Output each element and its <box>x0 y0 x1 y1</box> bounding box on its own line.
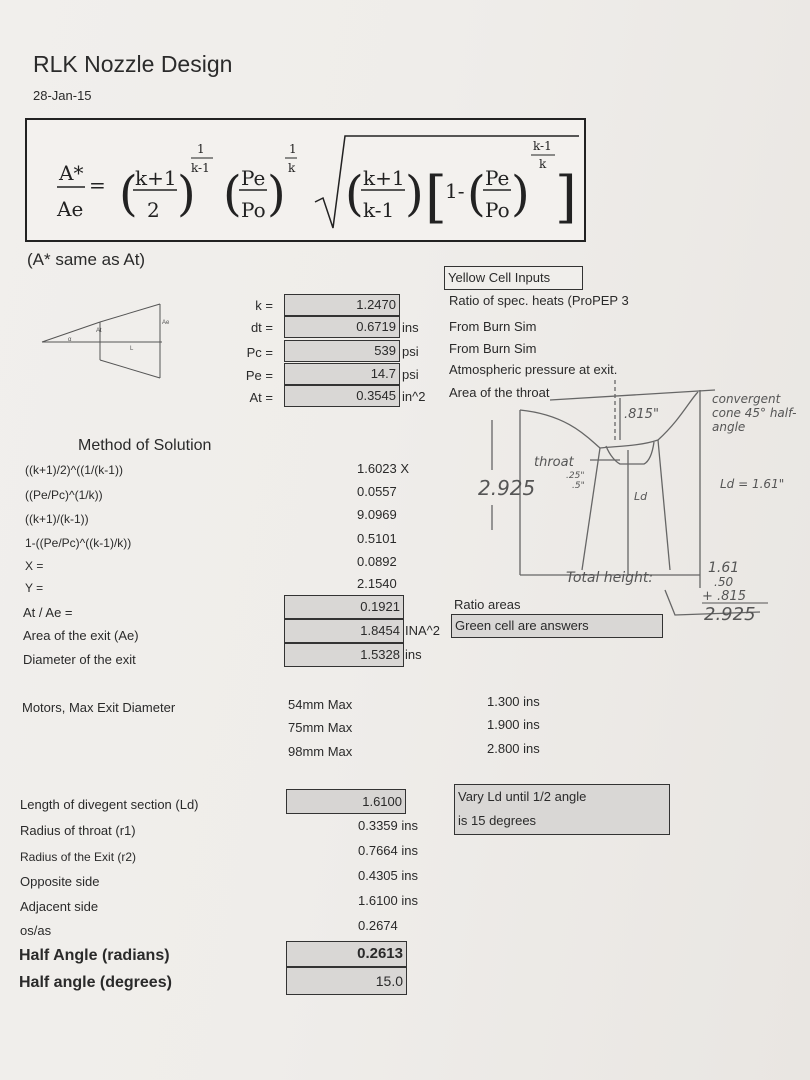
hw-sum-b: .50 <box>714 575 734 589</box>
answer-ratio-desc: Ratio areas <box>454 597 521 612</box>
diagram-at-label: At <box>96 328 102 334</box>
svg-text:): ) <box>511 166 530 222</box>
ld-label: Length of divegent section (Ld) <box>20 797 199 812</box>
method-row-label: ((Pe/Pc)^(1/k)) <box>25 488 103 502</box>
input-pc-desc: From Burn Sim <box>449 341 537 356</box>
yellow-cell-inputs-label <box>444 266 583 290</box>
input-pe-label: Pe = <box>245 368 273 383</box>
eq-one-minus: 1- <box>445 179 465 203</box>
svg-text:]: ] <box>555 165 577 230</box>
method-row-label: ((k+1)/2)^((1/(k-1)) <box>25 463 123 477</box>
div-row-label: Radius of throat (r1) <box>20 823 136 838</box>
motor-size: 75mm Max <box>288 720 353 735</box>
eq-exp1-den: k-1 <box>191 161 210 175</box>
answer-ratio-label: At / Ae = <box>23 605 73 620</box>
eq-term4-den: Po <box>485 198 510 222</box>
div-row-label: Opposite side <box>20 874 100 889</box>
method-row-value: 2.1540 <box>357 576 397 591</box>
answer-exit-area-cell: 1.8454 <box>284 619 404 643</box>
hw-throat: throat <box>534 455 574 470</box>
area-ratio-equation <box>27 120 584 240</box>
motor-max: 2.800 ins <box>487 741 540 756</box>
answer-diameter-label: Diameter of the exit <box>23 652 136 667</box>
answer-diameter-cell: 1.5328 <box>284 643 404 667</box>
input-dt-unit: ins <box>402 320 419 335</box>
eq-exp4-num: k-1 <box>533 139 552 153</box>
page-date: 28-Jan-15 <box>33 88 92 103</box>
svg-text:): ) <box>405 166 424 222</box>
method-row-label: ((k+1)/(k-1)) <box>25 512 89 526</box>
method-row-value: 0.0557 <box>357 484 397 499</box>
answer-exit-area-label: Area of the exit (Ae) <box>23 628 139 643</box>
div-row-label: Radius of the Exit (r2) <box>20 850 137 864</box>
method-row-value: 9.0969 <box>357 507 397 522</box>
input-dt-cell[interactable]: 0.6719 <box>284 316 400 338</box>
motor-max: 1.300 ins <box>487 694 540 709</box>
method-row-label: 1-((Pe/Pc)^((k-1)/k)) <box>25 536 132 550</box>
input-k-cell[interactable]: 1.2470 <box>284 294 400 316</box>
method-row-label: X = <box>25 559 44 573</box>
hw-dim-815: .815" <box>624 407 659 422</box>
eq-lhs-numerator: A* <box>59 161 84 185</box>
input-pc-label: Pc = <box>246 345 273 360</box>
input-k-label: k = <box>255 298 273 313</box>
eq-exp4-den: k <box>539 157 547 171</box>
method-title: Method of Solution <box>78 437 212 454</box>
method-row-value: 0.0892 <box>357 554 397 569</box>
input-pe-unit: psi <box>402 367 419 382</box>
input-at-cell[interactable]: 0.3545 <box>284 385 400 407</box>
eq-term4-num: Pe <box>485 166 510 190</box>
half-angle-deg-label: Half angle (degrees) <box>19 974 172 991</box>
eq-term3-den: k-1 <box>363 198 395 222</box>
input-pc-unit: psi <box>402 344 419 359</box>
motor-size: 54mm Max <box>288 697 353 712</box>
div-row-label: Adjacent side <box>20 899 99 914</box>
vary-ld-note <box>454 784 670 835</box>
hw-convergent-note: convergent cone 45° half-angle <box>712 392 797 434</box>
div-row-value: 0.2674 <box>358 918 398 933</box>
input-at-label: At = <box>249 390 273 405</box>
eq-term3-num: k+1 <box>363 166 405 190</box>
answer-ratio-cell: 0.1921 <box>284 595 404 619</box>
eq-term2-num: Pe <box>241 166 266 190</box>
page-title: RLK Nozzle Design <box>33 51 233 77</box>
eq-exp1-num: 1 <box>197 142 205 156</box>
half-angle-deg-cell: 15.0 <box>286 967 407 995</box>
diagram-alpha-label: α <box>68 337 72 343</box>
eq-lhs-denominator: Ae <box>57 197 84 221</box>
half-angle-rad-cell: 0.2613 <box>286 941 407 967</box>
vary-ld-note-line2: is 15 degrees <box>458 813 537 828</box>
hw-total-left: 2.925 <box>478 476 536 500</box>
hw-dim-25: .25" <box>566 471 585 481</box>
eq-term1-den: 2 <box>147 198 160 222</box>
motor-size: 98mm Max <box>288 744 353 759</box>
hw-sum-total: 2.925 <box>704 604 756 625</box>
diagram-ae-label: Ae <box>162 320 170 326</box>
nozzle-diagram <box>42 302 192 382</box>
hw-ld: Ld <box>634 490 648 503</box>
motors-label: Motors, Max Exit Diameter <box>22 700 176 715</box>
yellow-label-text: Yellow Cell Inputs <box>448 270 551 285</box>
method-row-value: 1.6023 X <box>357 461 410 476</box>
input-at-desc: Area of the throat <box>449 385 550 400</box>
area-ratio-equation-box <box>25 118 586 242</box>
method-row-label: Y = <box>25 581 44 595</box>
input-pe-cell[interactable]: 14.7 <box>284 363 400 385</box>
answer-diameter-unit: ins <box>405 647 422 662</box>
motor-max: 1.900 ins <box>487 717 540 732</box>
svg-text:=: = <box>89 173 106 197</box>
div-row-value: 1.6100 ins <box>358 893 418 908</box>
svg-text:(: ( <box>345 166 364 222</box>
svg-text:(: ( <box>467 166 486 222</box>
eq-term2-den: Po <box>241 198 266 222</box>
answer-exit-area-unit: INA^2 <box>405 623 441 638</box>
green-cell-note-text: Green cell are answers <box>455 618 589 633</box>
input-dt-desc: From Burn Sim <box>449 319 537 334</box>
hw-sum-a: 1.61 <box>708 560 740 576</box>
note-astar: (A* same as At) <box>27 250 146 269</box>
method-row-value: 0.5101 <box>357 531 397 546</box>
svg-text:): ) <box>177 166 196 222</box>
hw-ld-eq: Ld = 1.61" <box>720 477 785 491</box>
hw-sum-c: + .815 <box>702 589 746 604</box>
ld-cell[interactable]: 1.6100 <box>286 789 406 814</box>
div-row-value: 0.7664 ins <box>358 843 418 858</box>
div-row-label: os/as <box>20 923 52 938</box>
svg-text:[: [ <box>425 165 447 230</box>
input-k-desc: Ratio of spec. heats (ProPEP 3 <box>449 293 629 308</box>
input-dt-label: dt = <box>250 320 273 335</box>
input-at-unit: in^2 <box>402 389 426 404</box>
input-pc-cell[interactable]: 539 <box>284 340 400 362</box>
half-angle-rad-label: Half Angle (radians) <box>19 947 170 964</box>
eq-exp2-num: 1 <box>289 142 297 156</box>
diagram-l-label: L <box>130 346 134 352</box>
svg-text:): ) <box>267 166 286 222</box>
svg-text:(: ( <box>119 166 138 222</box>
hw-total-height: Total height: <box>566 570 654 586</box>
hw-dim-5: .5" <box>572 481 585 491</box>
eq-term1-num: k+1 <box>135 166 177 190</box>
eq-exp2-den: k <box>288 161 296 175</box>
vary-ld-note-line1: Vary Ld until 1/2 angle <box>458 789 587 804</box>
input-pe-desc: Atmospheric pressure at exit. <box>449 362 618 377</box>
svg-text:(: ( <box>223 166 242 222</box>
div-row-value: 0.3359 ins <box>358 818 418 833</box>
div-row-value: 0.4305 ins <box>358 868 418 883</box>
